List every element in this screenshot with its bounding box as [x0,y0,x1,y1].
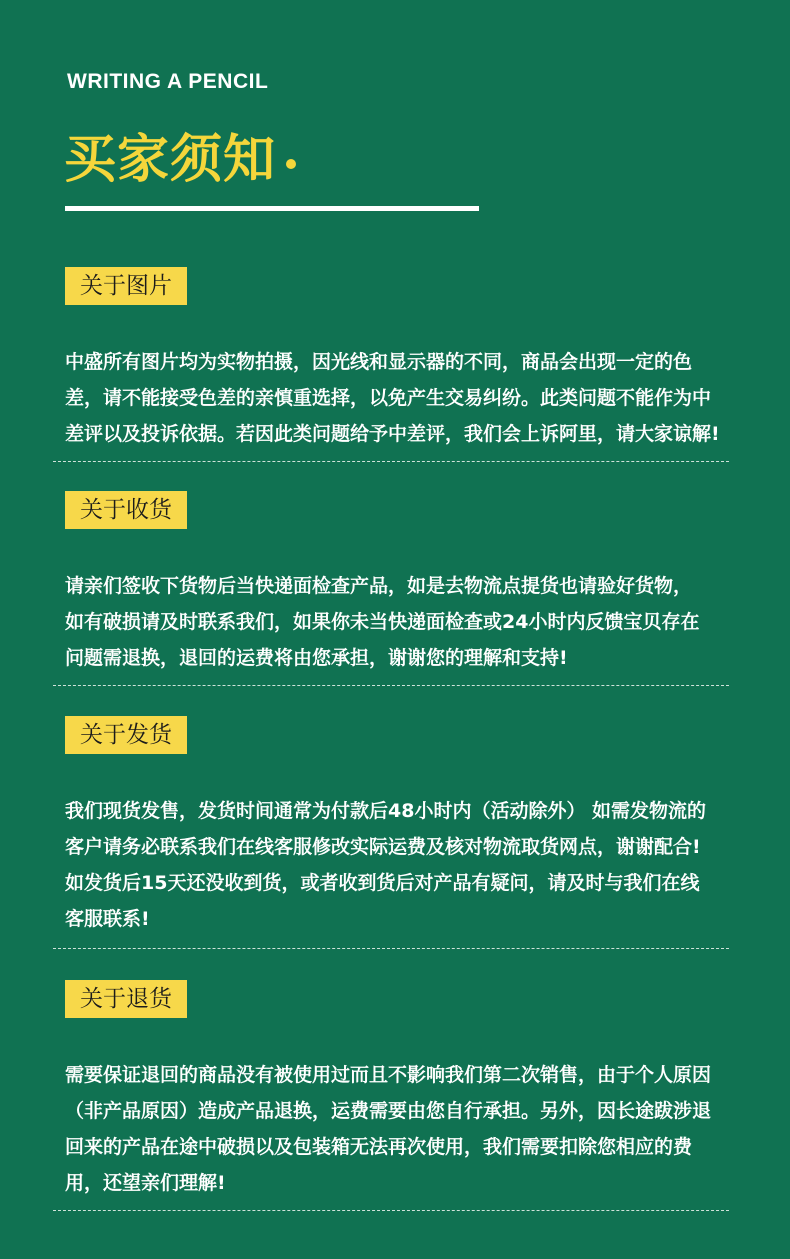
section-text [65,344,733,452]
divider [53,685,729,686]
text-line: 回来的产品在途中破损以及包装箱无法再次使用，我们需要扣除您相应的费 [65,1136,693,1158]
text-line: 需要保证退回的商品没有被使用过而且不影响我们第二次销售，由于个人原因 [65,1064,712,1086]
title-dot [286,159,296,169]
section-text [65,1057,733,1201]
title-block [64,128,296,192]
section-pictures [65,267,733,452]
text-line: 请亲们签收下货物后当快递面检查产品，如是去物流点提货也请验好货物， [65,575,693,597]
section-receiving [65,491,733,676]
text-line: 我们现货发售，发货时间通常为付款后48小时内（活动除外） 如需发物流的 [65,800,707,822]
section-label: 关于图片 [65,267,187,305]
text-line: 用，还望亲们理解! [65,1172,226,1194]
section-text [65,568,733,676]
text-line: 客服联系! [65,908,150,930]
divider [53,948,729,949]
section-label: 关于退货 [65,980,187,1018]
section-label: 关于发货 [65,716,187,754]
text-line: 中盛所有图片均为实物拍摄，因光线和显示器的不同，商品会出现一定的色 [65,351,693,373]
divider [53,461,729,462]
divider [53,1210,729,1211]
text-line: 差，请不能接受色差的亲慎重选择，以免产生交易纠纷。此类问题不能作为中 [65,387,712,409]
text-line: 问题需退换，退回的运费将由您承担，谢谢您的理解和支持! [65,647,568,669]
section-label: 关于收货 [65,491,187,529]
section-text [65,793,733,937]
title-underline [65,206,479,211]
subtitle: WRITING A PENCIL [67,70,269,93]
section-returns [65,980,733,1201]
text-line: 差评以及投诉依据。若因此类问题给予中差评，我们会上诉阿里，请大家谅解! [65,423,720,445]
text-line: 如发货后15天还没收到货，或者收到货后对产品有疑问，请及时与我们在线 [65,872,700,894]
text-line: 如有破损请及时联系我们，如果你未当快递面检查或24小时内反馈宝贝存在 [65,611,700,633]
section-shipping [65,716,733,937]
text-line: （非产品原因）造成产品退换，运费需要由您自行承担。另外，因长途跋涉退 [65,1100,712,1122]
text-line: 客户请务必联系我们在线客服修改实际运费及核对物流取货网点，谢谢配合! [65,836,701,858]
page-title: 买家须知 [64,130,277,190]
